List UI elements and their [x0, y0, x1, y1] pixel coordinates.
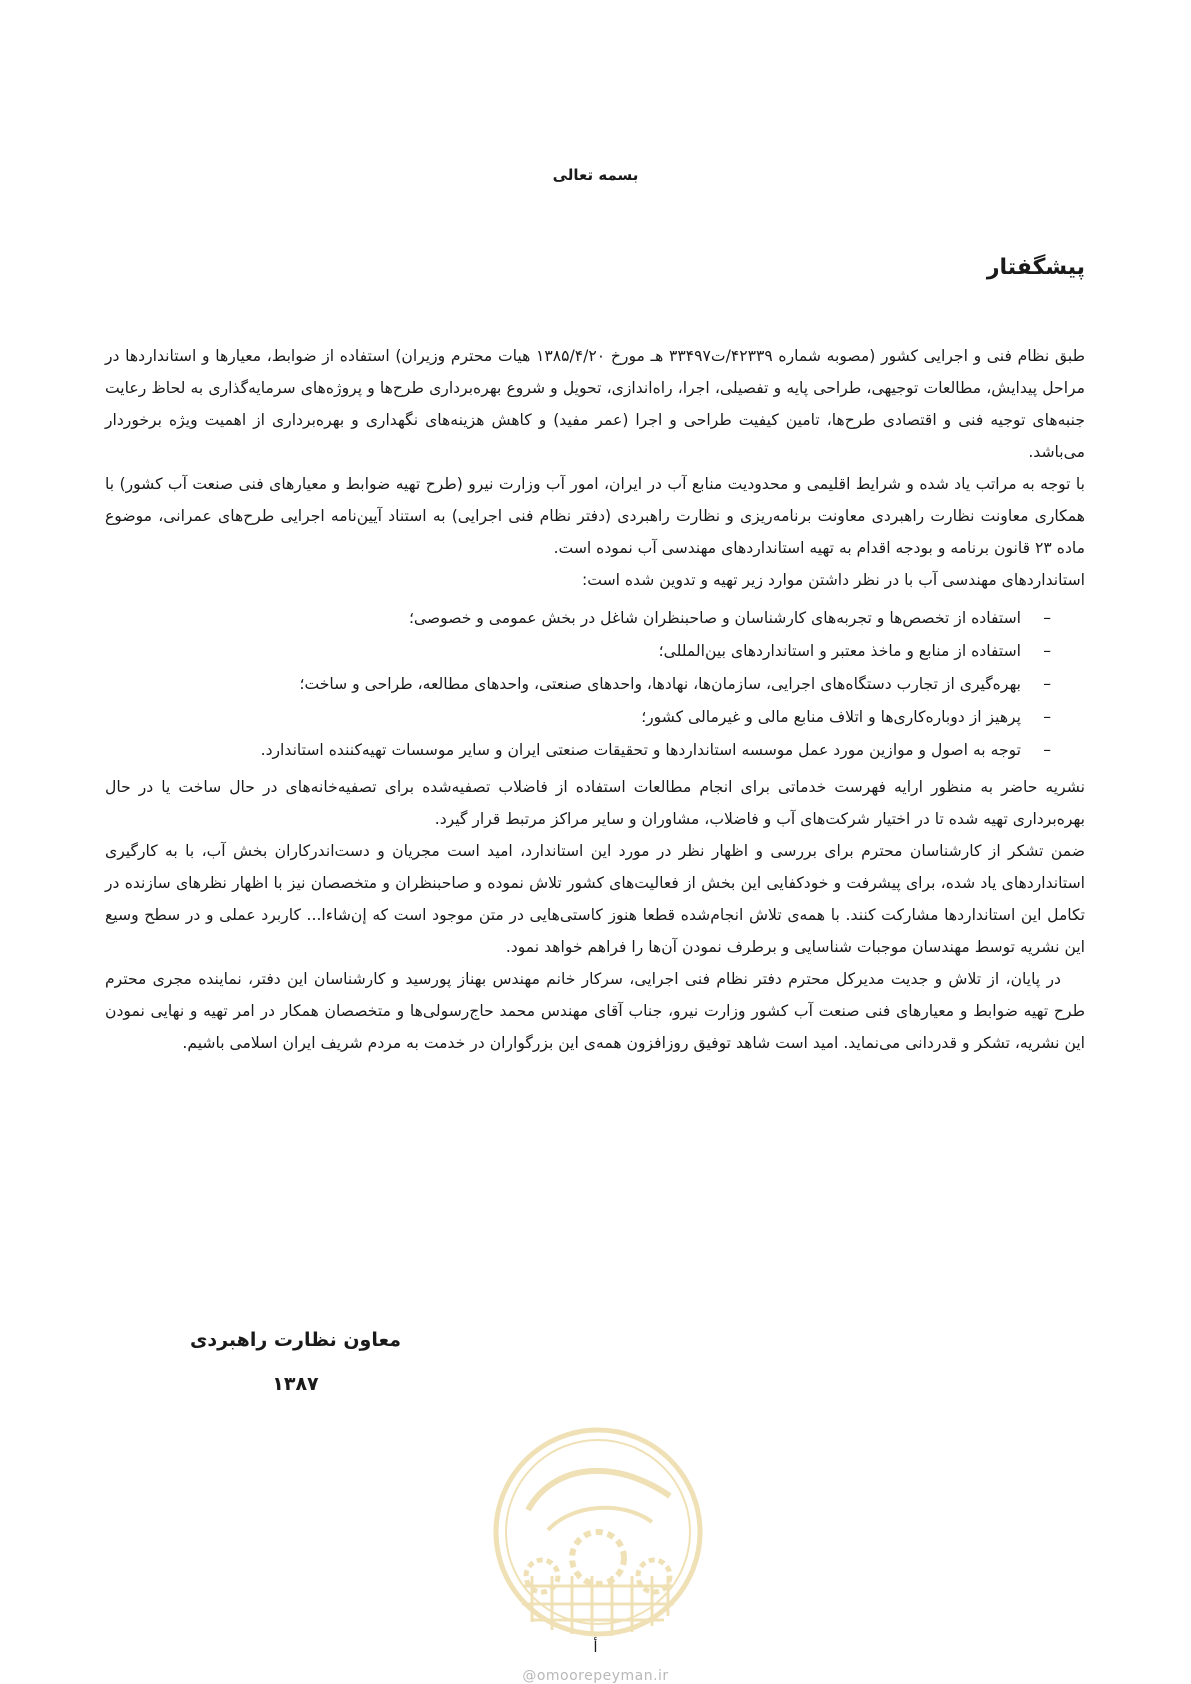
signature-year: ۱۳۸۷	[272, 1373, 319, 1395]
paragraph-4: نشریه حاضر به منظور ارایه فهرست خدماتی برای انجام مطالعات استفاده از فاضلاب تصفیه‌شده برای تصفیه‌خانه‌های در حال ساخت یا در حال بهره‌برداری تهیه شده تا در اختیار شرکت‌های آب و فاضلاب، مشاوران و سایر مراکز مرتبط قرار گیرد.	[105, 778, 1085, 828]
page-title: پیشگفتار	[986, 255, 1085, 280]
signature-block	[190, 1318, 401, 1406]
paragraph-5: ضمن تشکر از کارشناسان محترم برای بررسی و اظهار نظر در مورد این استاندارد، امید است مجریان و دست‌اندرکاران بخش آب، با به کارگیری استانداردهای یاد شده، برای پیشرفت و خودکفایی این بخش از فعالیت‌های کشور تلاش نموده و صاحبنظران و متخصصان نیز با اظهار نظرهای سازنده در تکامل این استانداردها مشارکت کنند. با همه‌ی تلاش انجام‌شده قطعا هنوز کاستی‌هایی در متن موجود است که إن‌شاءا... کاربرد عملی و در سطح وسیع این نشریه توسط مهندسان موجبات شناسایی و برطرف نمودن آن‌ها را فراهم خواهد نمود.	[105, 842, 1085, 956]
watermark-text: @omoorepeyman.ir	[522, 1668, 669, 1684]
basmala: بسمه تعالی	[552, 166, 639, 184]
list-item: – بهره‌گیری از تجارب دستگاه‌های اجرایی، سازمان‌ها، نهادها، واحدهای صنعتی، واحدهای مطالعه، طراحی و ساخت؛	[105, 668, 1051, 701]
list-item: – پرهیز از دوباره‌کاری‌ها و اتلاف منابع مالی و غیرمالی کشور؛	[105, 701, 1051, 734]
list-item: – توجه به اصول و موازین مورد عمل موسسه استانداردها و تحقیقات صنعتی ایران و سایر موسسات تهیه‌کننده استاندارد.	[105, 734, 1051, 767]
page-number: أ	[593, 1638, 598, 1656]
list-item: – استفاده از تخصص‌ها و تجربه‌های کارشناسان و صاحبنظران شاغل در بخش عمومی و خصوصی؛	[105, 602, 1051, 635]
preface-body	[105, 340, 1085, 1059]
criteria-list	[105, 602, 1085, 767]
paragraph-1: طبق نظام فنی و اجرایی کشور (مصوبه شماره ۴۲۳۳۹/ت۳۳۴۹۷ هـ مورخ ۱۳۸۵/۴/۲۰ هیات محترم وزیران) استفاده از ضوابط، معیارها و استانداردها در مراحل پیدایش، مطالعات توجیهی، طراحی پایه و تفصیلی، اجرا، راه‌اندازی، تحویل و شروع بهره‌برداری طرح‌ها و پروژه‌های سرمایه‌گذاری به لحاظ رعایت جنبه‌های توجیه فنی و اقتصادی طرح‌ها، تامین کیفیت طراحی و اجرا (عمر مفید) و کاهش هزینه‌های نگهداری و بهره‌برداری از اهمیت ویژه برخوردار می‌باشد.	[105, 347, 1085, 461]
paragraph-3: استانداردهای مهندسی آب با در نظر داشتن موارد زیر تهیه و تدوین شده است:	[582, 571, 1085, 589]
signature-title: معاون نظارت راهبردی	[189, 1329, 401, 1351]
paragraph-6: در پایان، از تلاش و جدیت مدیرکل محترم دفتر نظام فنی اجرایی، سرکار خانم مهندس بهناز پورسید و کارشناسان این دفتر، نماینده مجری محترم طرح تهیه ضوابط و معیارهای فنی صنعت آب کشور وزارت نیرو، جناب آقای مهندس محمد حاج‌رسولی‌ها و متخصصان همکار در امر تهیه و نهایی نمودن این نشریه، تشکر و قدردانی می‌نماید. امید است شاهد توفیق روزافزون همه‌ی این بزرگواران در خدمت به مردم شریف ایران اسلامی باشیم.	[105, 970, 1085, 1052]
list-item: – استفاده از منابع و ماخذ معتبر و استانداردهای بین‌المللی؛	[105, 635, 1051, 668]
paragraph-2: با توجه به مراتب یاد شده و شرایط اقلیمی و محدودیت منابع آب در ایران، امور آب وزارت نیرو (طرح تهیه ضوابط و معیارهای فنی صنعت آب کشور) با همکاری معاونت نظارت راهبردی معاونت برنامه‌ریزی و نظارت راهبردی (دفتر نظام فنی اجرایی) به استناد آیین‌نامه اجرایی طرح‌های عمرانی، موضوع ماده ۲۳ قانون برنامه و بودجه اقدام به تهیه استانداردهای مهندسی آب نموده است.	[105, 475, 1085, 557]
seal-logo-icon	[492, 1426, 704, 1638]
